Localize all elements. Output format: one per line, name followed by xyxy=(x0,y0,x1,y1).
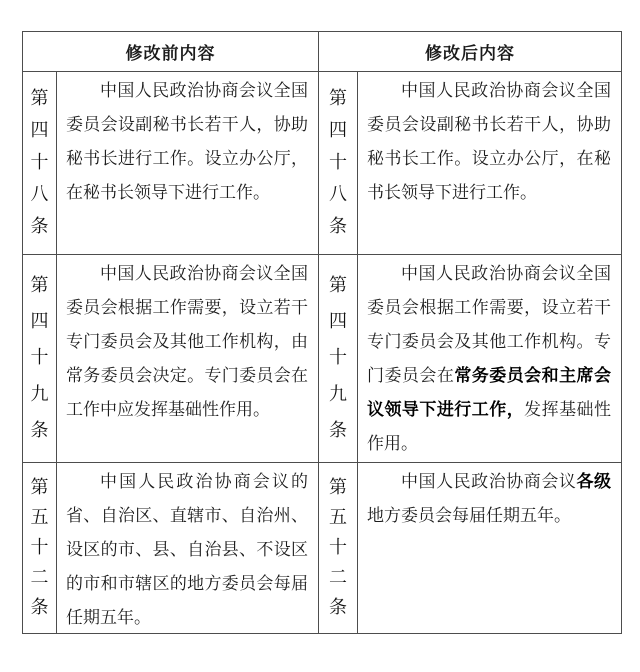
article-49-number-before xyxy=(23,255,57,463)
article-number-char: 十 xyxy=(30,152,49,173)
article-48-number-after xyxy=(319,72,358,255)
article-number-char: 九 xyxy=(30,383,49,405)
article-number-char: 十 xyxy=(30,347,49,369)
article-48-number-before xyxy=(23,72,57,255)
article-48-before-text xyxy=(57,72,319,255)
revision-comparison-table xyxy=(22,31,622,634)
article-number-char: 十 xyxy=(329,152,347,173)
article-52-before-text xyxy=(57,463,319,633)
clause-text: 中国人民政治协商会议的省、自治区、直辖市、自治州、设区的市、县、自治县、不设区的市和市辖区的地方委员会每届任期五年。 xyxy=(66,472,308,628)
article-49-before-text xyxy=(57,255,319,463)
article-number-char: 第 xyxy=(30,275,49,297)
article-48-after-text xyxy=(358,72,621,255)
article-52-number-after xyxy=(319,463,358,633)
clause-text: 中国人民政治协商会议全国委员会设副秘书长若干人，协助秘书长进行工作。设立办公厅，在秘书长领导下进行工作。 xyxy=(66,81,308,203)
article-number-char: 第 xyxy=(329,88,347,109)
article-number-char: 四 xyxy=(329,120,347,141)
header-before-content: 修改前内容 xyxy=(23,32,319,72)
article-number-char: 四 xyxy=(329,311,347,333)
article-52-after-text xyxy=(358,463,621,633)
article-number-char: 十 xyxy=(30,537,49,558)
article-number-char: 五 xyxy=(329,507,347,528)
emphasized-revision-text: 常务委员会和主席会议领导下进行工作， xyxy=(367,366,612,420)
header-after-content: 修改后内容 xyxy=(319,32,621,72)
clause-text: 中国人民政治协商会议全国委员会根据工作需要，设立若干专门委员会及其他工作机构。专门委员会在 xyxy=(367,264,611,386)
article-49-after-text xyxy=(358,255,621,463)
article-number-char: 十 xyxy=(329,537,347,558)
article-number-char: 九 xyxy=(329,383,347,405)
article-number-char: 条 xyxy=(329,597,347,618)
article-number-char: 第 xyxy=(329,477,347,498)
article-number-char: 五 xyxy=(30,507,49,528)
article-number-char: 四 xyxy=(30,120,49,141)
article-49-number-after xyxy=(319,255,358,463)
clause-text: 发挥基础性作用。 xyxy=(367,400,612,454)
article-number-char: 二 xyxy=(30,567,49,588)
clause-text: 中国人民政治协商会议全国委员会根据工作需要，设立若干专门委员会及其他工作机构，由常务委员会决定。专门委员会在工作中应发挥基础性作用。 xyxy=(66,264,308,420)
article-number-char: 二 xyxy=(329,567,347,588)
clause-text: 中国人民政治协商会议全国委员会设副秘书长若干人，协助秘书长工作。设立办公厅，在秘书长领导下进行工作。 xyxy=(367,81,611,203)
emphasized-revision-text: 各级 xyxy=(576,472,612,492)
article-number-char: 第 xyxy=(329,275,347,297)
article-number-char: 条 xyxy=(329,216,347,237)
article-number-char: 第 xyxy=(30,477,49,498)
article-52-number-before xyxy=(23,463,57,633)
article-number-char: 条 xyxy=(30,216,49,237)
article-number-char: 四 xyxy=(30,311,49,333)
clause-text: 地方委员会每届任期五年。 xyxy=(367,506,571,526)
article-number-char: 八 xyxy=(30,184,49,205)
article-number-char: 十 xyxy=(329,347,347,369)
article-number-char: 条 xyxy=(329,419,347,441)
article-number-char: 第 xyxy=(30,88,49,109)
article-number-char: 条 xyxy=(30,597,49,618)
clause-text: 中国人民政治协商会议 xyxy=(401,472,577,492)
article-number-char: 条 xyxy=(30,419,49,441)
article-number-char: 八 xyxy=(329,184,347,205)
